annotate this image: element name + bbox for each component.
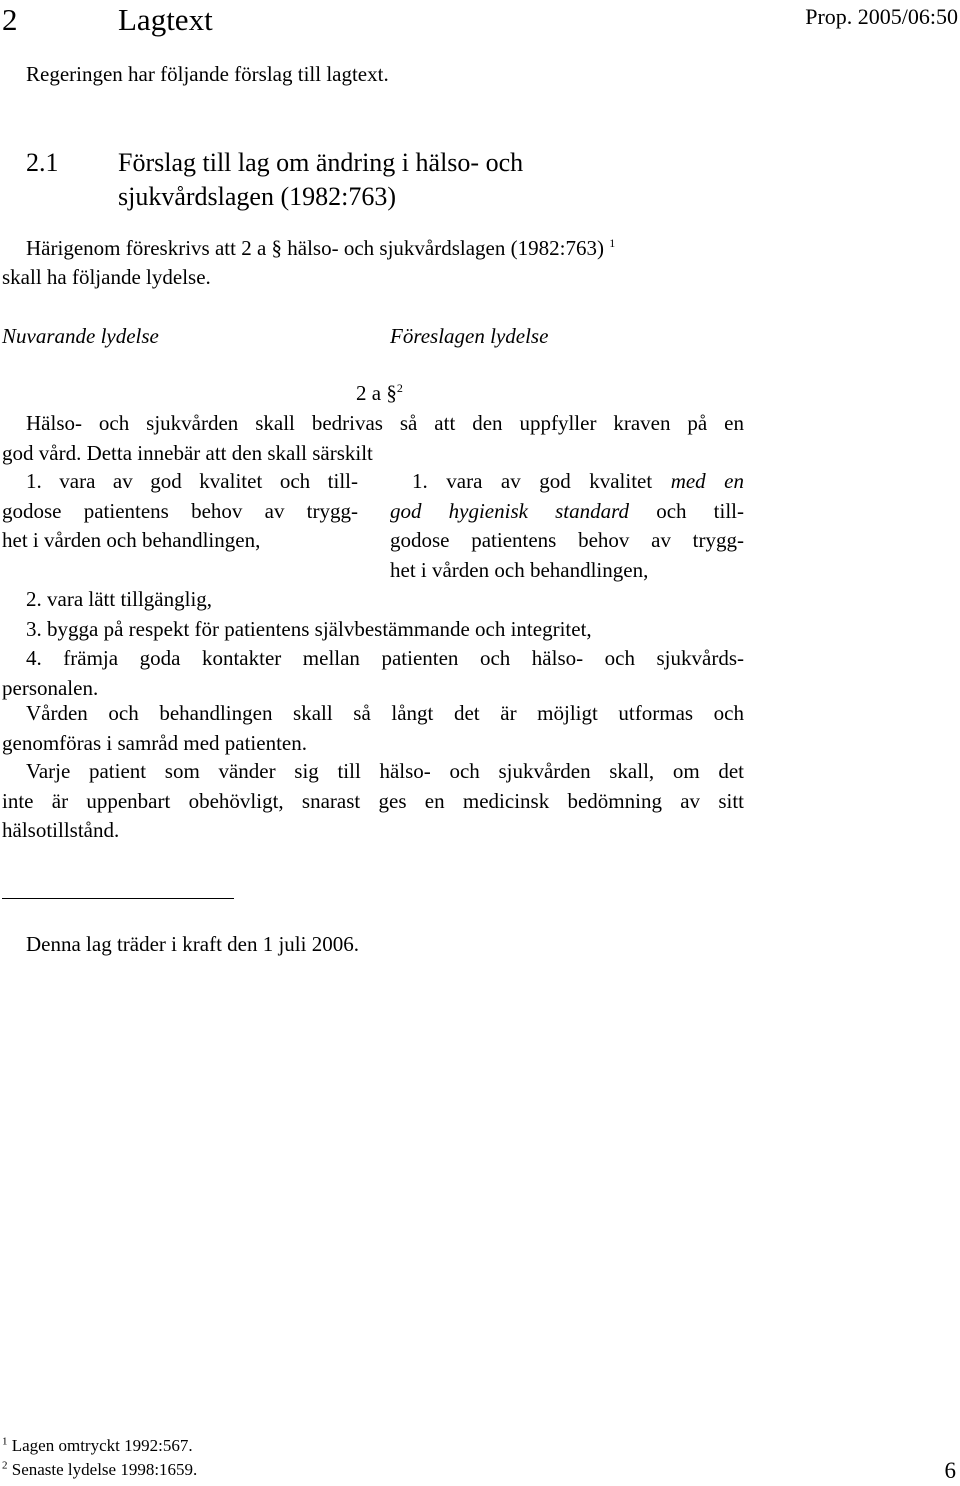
proposed-version-heading: Föreslagen lydelse — [390, 324, 549, 348]
footnote-2-number: 2 — [2, 1459, 8, 1472]
item1-proposed-line3: godose patientens behov av trygg- — [390, 528, 744, 552]
item1-current-line2: godose patientens behov av trygg- — [2, 498, 358, 523]
item1-proposed-line1: 1. vara av god kvalitet med en — [412, 469, 744, 493]
item1-current-version — [2, 467, 358, 556]
paragraph2-line2: inte är uppenbart obehövligt, snarast ges en medicinsk bedömning av sitt — [2, 788, 744, 813]
item1-proposed-version — [390, 467, 744, 585]
entry-into-force: Denna lag träder i kraft den 1 juli 2006. — [26, 932, 359, 956]
list-items — [2, 585, 744, 703]
body-intro — [2, 409, 744, 468]
section-title-line1: Förslag till lag om ändring i hälso- och — [118, 148, 524, 177]
proposition-reference: Prop. 2005/06:50 — [805, 4, 958, 29]
item1-current-line1: 1. vara av god kvalitet och till- — [26, 469, 358, 493]
list-item-3: 3. bygga på respekt för patientens självbestämmande och integritet, — [26, 616, 592, 641]
item1-proposed-line4: het i vården och behandlingen, — [390, 557, 649, 582]
proposed-amendment-text: god hygienisk standard — [390, 498, 630, 523]
footnote-ref-2: 2 — [396, 381, 403, 395]
item1-proposed-line2: god hygienisk standard och till- — [390, 498, 744, 523]
footnote-2-text: Senaste lydelse 1998:1659. — [11, 1460, 198, 1479]
paragraph2-line3: hälsotillstånd. — [2, 818, 120, 842]
list-item-4-line2: personalen. — [2, 675, 99, 700]
footnote-1-text: Lagen omtryckt 1992:567. — [11, 1436, 193, 1455]
footnote-1 — [2, 1436, 193, 1456]
paragraph-reference: 2 a §$^2$ — [356, 381, 403, 405]
preamble-line1: Härigenom föreskrivs att 2 a § hälso- och sjukvårdslagen (1982:763) $^1$ — [26, 236, 616, 260]
paragraph1-line1: Vården och behandlingen skall så långt det är möjligt utformas och — [26, 701, 744, 725]
paragraph2-line1: Varje patient som vänder sig till hälso- och sjukvården skall, om det — [26, 759, 744, 783]
list-item-4-line1: 4. främja goda kontakter mellan patienten och hälso- och sjukvårds- — [26, 646, 744, 670]
section-title-line2: sjukvårdslagen (1982:763) — [118, 182, 397, 211]
list-item-2: 2. vara lätt tillgänglig, — [26, 587, 213, 611]
footnote-2 — [2, 1460, 197, 1480]
paragraph1-line2: genomföras i samråd med patienten. — [2, 730, 307, 755]
body-intro-line1: Hälso- och sjukvården skall bedrivas så att den uppfyller kraven på en — [26, 411, 744, 435]
item1-current-line3: het i vården och behandlingen, — [2, 528, 261, 552]
paragraph-assessment — [2, 757, 744, 846]
body-intro-line2: god vård. Detta innebär att den skall särskilt — [2, 440, 373, 465]
preamble-line2: skall ha följande lydelse. — [2, 265, 211, 289]
paragraph-consultation — [2, 699, 744, 758]
intro-text: Regeringen har följande förslag till lagtext. — [26, 62, 389, 86]
footnote-ref-1: 1 — [609, 236, 616, 250]
current-version-heading: Nuvarande lydelse — [2, 324, 159, 348]
chapter-number: 2 — [2, 2, 18, 37]
transition-provision-rule — [2, 898, 234, 899]
proposed-amendment-text: med en — [670, 469, 744, 493]
chapter-title: Lagtext — [118, 2, 213, 37]
footnote-1-number: 1 — [2, 1435, 8, 1448]
section-number: 2.1 — [26, 148, 59, 177]
page-number: 6 — [944, 1458, 956, 1483]
